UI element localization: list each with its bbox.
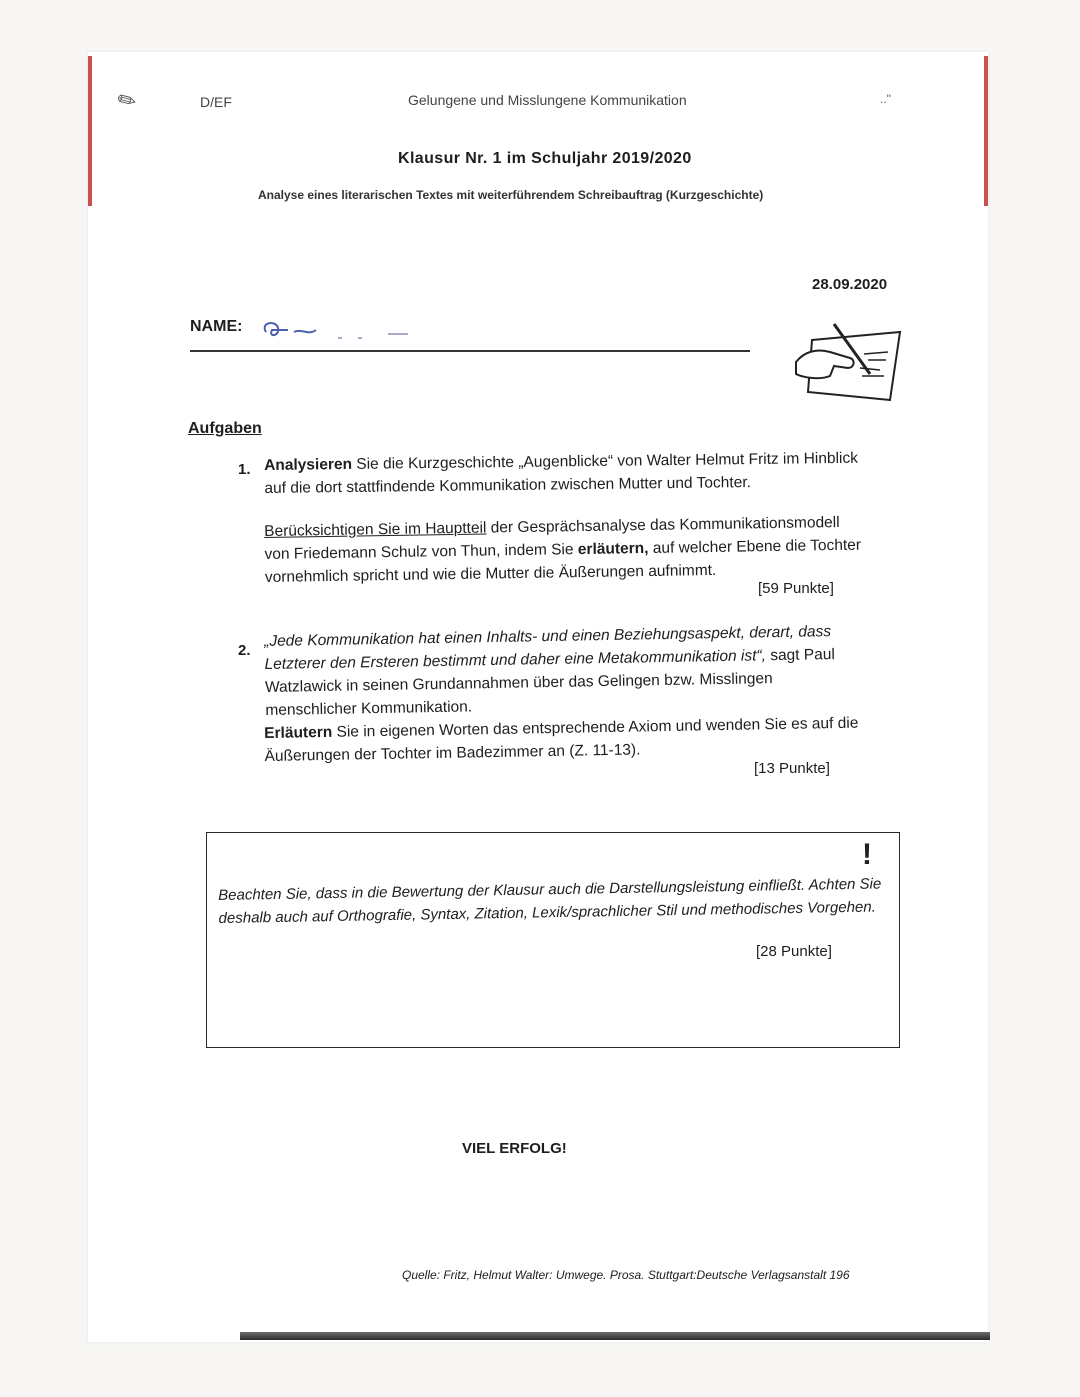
closing-message: VIEL ERFOLG!: [462, 1140, 567, 1157]
task-2-quote-tail: sagt Paul Watzlawick in seinen Grundannahmen über das Gelingen bzw. Misslingen menschlicher Kommunikation.: [264, 646, 836, 719]
exam-title: Klausur Nr. 1 im Schuljahr 2019/2020: [398, 150, 692, 167]
task-2-quote: „Jede Kommunikation hat einen Inhalts- und einen Beziehungsaspekt, derart, dass Letzterer den Ersteren bestimmt und daher eine Metakommunikation ist“,: [264, 623, 832, 673]
task-1-points: [59 Punkte]: [758, 580, 834, 597]
exam-subtitle: Analyse eines literarischen Textes mit weiterführendem Schreibauftrag (Kurzgeschichte): [258, 188, 764, 202]
task-1-text: Sie die Kurzgeschichte „Augenblicke“ von Walter Helmut Fritz im Hinblick auf die dort stattfindende Kommunikation zwischen Mutter und Tochter.: [264, 449, 859, 497]
corner-mark: ..": [880, 92, 891, 106]
name-handwriting: [258, 318, 428, 342]
sheet-edge-right: [984, 56, 988, 206]
name-label: NAME:: [190, 318, 243, 335]
task-1-bold: erläutern,: [577, 539, 649, 559]
header-topic: Gelungene und Misslungene Kommunikation: [408, 92, 687, 108]
source-citation: Quelle: Fritz, Helmut Walter: Umwege. Prosa. Stuttgart:Deutsche Verlagsanstalt 196: [402, 1268, 850, 1282]
name-line: [190, 350, 750, 352]
task-1-text-b: auf welcher Ebene die Tochter vornehmlich spricht und wie die Mutter die Äußerungen aufnimmt.: [264, 536, 862, 586]
course-code: D/EF: [200, 94, 232, 110]
note-points: [28 Punkte]: [756, 943, 832, 960]
hand-writing-icon: [790, 318, 910, 408]
sheet-edge-left: [88, 56, 92, 206]
task-1-underlined: Berücksichtigen Sie im Hauptteil: [264, 519, 487, 540]
task-2-number: 2.: [238, 642, 251, 659]
task-1-verb: Analysieren: [264, 455, 353, 474]
task-2-verb: Erläutern: [264, 723, 333, 742]
note-text: Beachten Sie, dass in die Bewertung der Klausur auch die Darstellungsleistung einfließt. Achten Sie deshalb auch auf Orthografie, Syntax, Zitation, Lexik/sprachlicher Stil und methodisches Vorgehen.: [218, 875, 882, 927]
task-1-text-a: der Gesprächsanalyse das Kommunikationsmodell von Friedemann Schulz von Thun, indem Sie: [264, 513, 840, 563]
exam-date: 28.09.2020: [812, 276, 888, 293]
note-box: [206, 832, 900, 1048]
task-2-paragraph-1: [264, 620, 866, 722]
task-1-number: 1.: [238, 461, 251, 478]
task-2-text: Sie in eigenen Worten das entsprechende Axiom und wenden Sie es auf die Äußerungen der Tochter im Badezimmer an (Z. 11-13).: [264, 714, 859, 765]
task-1-paragraph-1: [264, 447, 865, 500]
task-2-points: [13 Punkte]: [754, 760, 830, 777]
sheet-edge-bottom: [240, 1332, 990, 1340]
pushpin-icon: ✎: [112, 85, 142, 117]
exclamation-icon: !: [862, 838, 872, 871]
tasks-heading: Aufgaben: [188, 420, 262, 437]
task-1-paragraph-2: [264, 511, 865, 589]
